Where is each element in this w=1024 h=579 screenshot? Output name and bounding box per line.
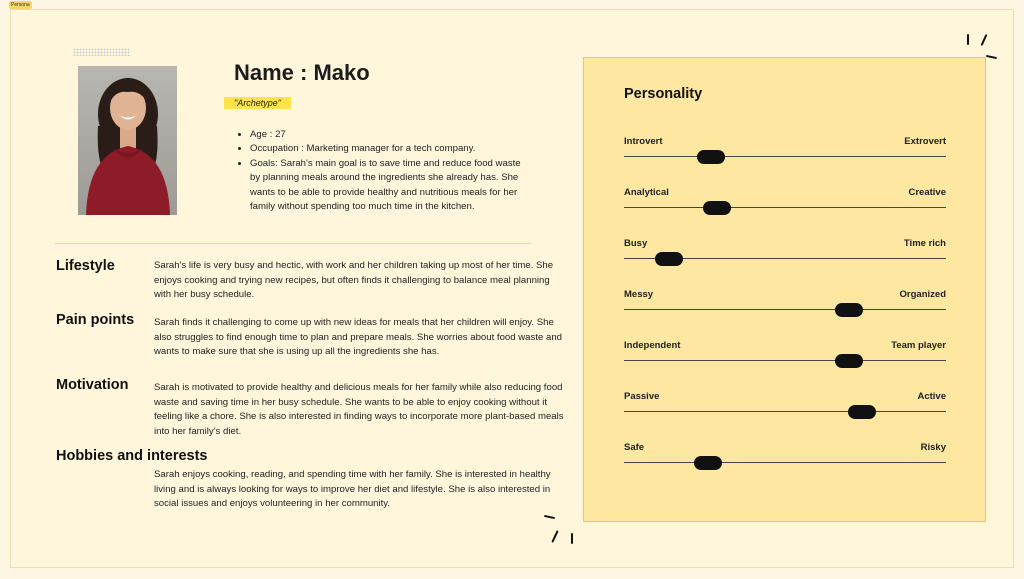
hobbies-text: Sarah enjoys cooking, reading, and spending time with her family. She is interested in healthy living and is always looking for ways to improve her diet and lifestyle. She is also interested in social issues and enjoys volunteering in her community. — [154, 469, 551, 509]
lifestyle-text: Sarah's life is very busy and hectic, with work and her children taking up most of her time. She enjoys cooking and trying new recipes, but often finds it challenging to balance meal planning with her busy schedule. — [154, 260, 554, 300]
trait-slider-knob[interactable] — [835, 303, 863, 317]
hobbies-title: Hobbies and interests — [56, 448, 208, 464]
trait-busy-time-rich — [624, 238, 946, 268]
motivation-title: Motivation — [56, 377, 129, 393]
trait-right-label: Organized — [899, 289, 946, 300]
frame-label[interactable]: Persona — [11, 2, 30, 8]
trait-slider-track — [624, 462, 946, 463]
fact-age: • Age : 27 — [250, 128, 530, 142]
trait-analytical-creative — [624, 187, 946, 217]
trait-slider-knob[interactable] — [694, 456, 722, 470]
trait-left-label: Independent — [624, 340, 681, 351]
trait-independent-team-player — [624, 340, 946, 370]
sparkle-decoration — [571, 533, 573, 544]
pain-points-title: Pain points — [56, 312, 135, 328]
trait-slider-knob[interactable] — [655, 252, 683, 266]
persona-archetype: "Archetype" — [224, 97, 291, 109]
persona-facts-list — [238, 128, 530, 214]
trait-right-label: Time rich — [903, 238, 946, 249]
trait-right-label: Team player — [891, 340, 946, 351]
trait-left-label: Passive — [624, 391, 660, 402]
trait-safe-risky — [624, 442, 946, 472]
trait-slider-track — [624, 411, 946, 412]
persona-photo — [78, 66, 177, 215]
trait-slider-knob[interactable] — [835, 354, 863, 368]
pain-points-text: Sarah finds it challenging to come up with new ideas for meals that her children will enjoy. She also struggles to find enough time to plan and prepare meals. She worries about food waste and wants to make sure that she is using up all the ingredients she has. — [154, 317, 562, 357]
section-divider — [55, 243, 531, 244]
motivation-text: Sarah is motivated to provide healthy and delicious meals for her family while also reducing food waste and saving time in her busy schedule. She wants to be able to enjoy cooking without it feeling like a chore. She is also interested in finding ways to incorporate more plant-based meals into her family's diet. — [154, 382, 564, 437]
trait-slider-track — [624, 309, 946, 310]
trait-introvert-extrovert — [624, 136, 946, 166]
trait-left-label: Busy — [624, 238, 648, 249]
trait-slider-track — [624, 156, 946, 157]
trait-left-label: Introvert — [624, 136, 663, 147]
trait-messy-organized — [624, 289, 946, 319]
trait-slider-knob[interactable] — [848, 405, 876, 419]
trait-passive-active — [624, 391, 946, 421]
personality-title: Personality — [624, 86, 703, 102]
trait-slider-track — [624, 207, 946, 208]
trait-right-label: Extrovert — [904, 136, 946, 147]
trait-left-label: Safe — [624, 442, 645, 453]
trait-right-label: Risky — [920, 442, 946, 453]
persona-name: Name : Mako — [234, 60, 370, 85]
trait-right-label: Creative — [908, 187, 946, 198]
trait-slider-knob[interactable] — [697, 150, 725, 164]
trait-left-label: Analytical — [624, 187, 669, 198]
persona-portrait-image — [78, 66, 177, 215]
trait-left-label: Messy — [624, 289, 654, 300]
fact-goals: • Goals: Sarah's main goal is to save time and reduce food waste by planning meals around the ingredients she already has. She wants to be able to provide healthy and nutritious meals for her family without spending too much time in the kitchen. — [250, 157, 530, 215]
dot-pattern-decoration — [73, 48, 130, 56]
lifestyle-title: Lifestyle — [56, 258, 115, 274]
trait-slider-knob[interactable] — [703, 201, 731, 215]
trait-slider-track — [624, 360, 946, 361]
sparkle-decoration — [967, 34, 969, 45]
fact-occupation: • Occupation : Marketing manager for a tech company. — [250, 142, 530, 156]
trait-right-label: Active — [917, 391, 946, 402]
personality-panel — [583, 57, 986, 522]
